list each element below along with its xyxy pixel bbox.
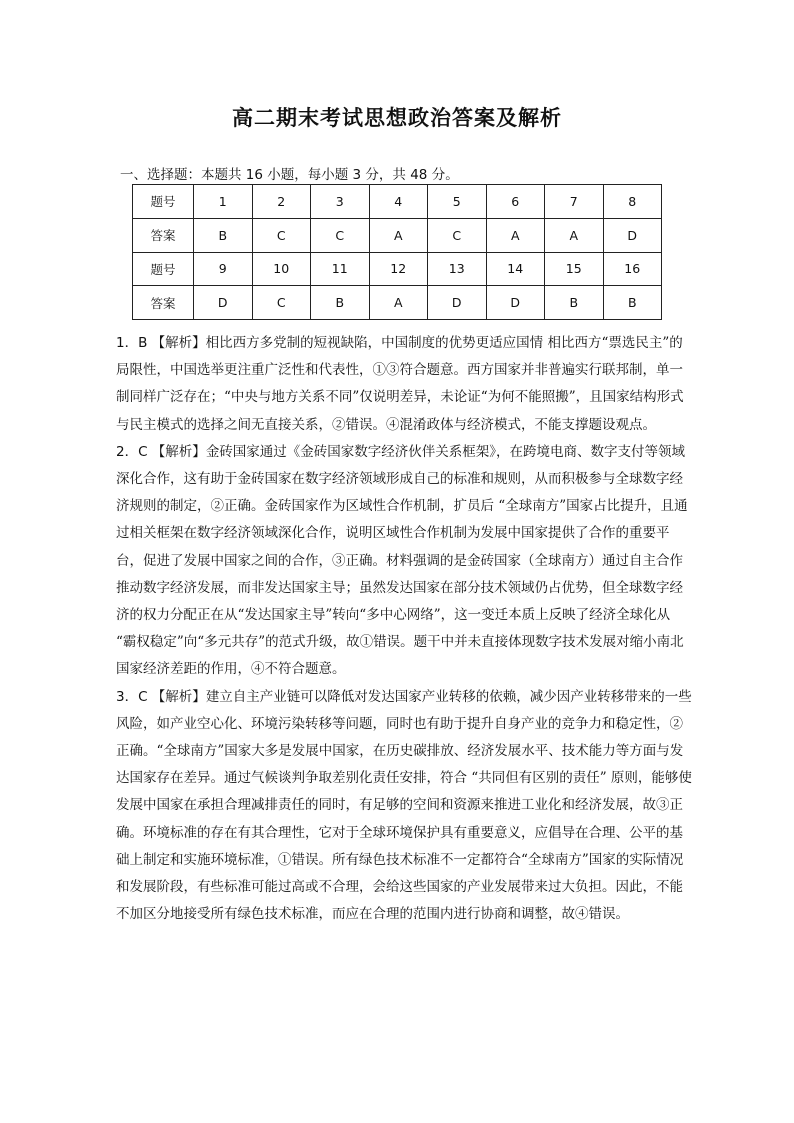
table-row bbox=[133, 218, 662, 252]
table-cell: A bbox=[369, 218, 428, 252]
table-cell: 16 bbox=[603, 252, 662, 286]
table-cell: A bbox=[369, 286, 428, 320]
table-cell: 5 bbox=[428, 185, 487, 219]
table-cell: 6 bbox=[486, 185, 545, 219]
section-heading: 一、选择题：本题共 16 小题，每小题 3 分，共 48 分。 bbox=[120, 167, 459, 183]
table-cell: D bbox=[428, 286, 487, 320]
table-cell: 12 bbox=[369, 252, 428, 286]
table-cell: 10 bbox=[252, 252, 311, 286]
table-cell: C bbox=[252, 286, 311, 320]
answer-table bbox=[132, 184, 662, 320]
table-cell: D bbox=[194, 286, 253, 320]
table-cell: B bbox=[603, 286, 662, 320]
table-row bbox=[133, 286, 662, 320]
page-title: 高二期末考试思想政治答案及解析 bbox=[232, 106, 562, 130]
table-row-label: 题号 bbox=[133, 252, 194, 286]
table-cell: A bbox=[545, 218, 604, 252]
table-cell: B bbox=[194, 218, 253, 252]
answer-head: 2．C 【解析】 bbox=[116, 443, 206, 460]
table-cell: C bbox=[311, 218, 370, 252]
answer-text: 建立自主产业链可以降低对发达国家产业转移的依赖，减少因产业转移带来的一些风险，如产业空心化、环境污染转移等问题，同时也有助于提升自身产业的竞争力和稳定性，②正确。“全球南方”国家大多是发展中国家，在历史碳排放、经济发展水平、技术能力等方面与发达国家存在差异。通过气候谈判争取差别化责任安排，符合 “共同但有区别的责任” 原则，能够使发展中国家在承担合理减排责任的同时，有足够的空间和资源来推进工业化和经济发展，故③正确。环境标准的存在有其合理性，它对于全球环境保护具有重要意义，应倡导在合理、公平的基础上制定和实施环境标准，①错误。所有绿色技术标准不一定都符合“全球南方”国家的实际情况和发展阶段，有些标准可能过高或不合理，会给这些国家的产业发展带来过大负担。因此，不能不加区分地接受所有绿色技术标准，而应在合理的范围内进行协商和调整，故④错误。 bbox=[116, 688, 692, 923]
answer-head: 1．B 【解析】 bbox=[116, 335, 206, 351]
table-row-label: 答案 bbox=[133, 218, 194, 252]
table-cell: B bbox=[545, 286, 604, 320]
table-cell: 4 bbox=[369, 185, 428, 219]
table-cell: 3 bbox=[311, 185, 370, 219]
table-cell: 9 bbox=[194, 252, 253, 286]
answer-explanations bbox=[116, 330, 694, 928]
table-cell: 2 bbox=[252, 185, 311, 219]
table-cell: 11 bbox=[311, 252, 370, 286]
table-cell: A bbox=[486, 218, 545, 252]
table-cell: D bbox=[603, 218, 662, 252]
table-cell: 1 bbox=[194, 185, 253, 219]
table-row bbox=[133, 185, 662, 219]
table-cell: 8 bbox=[603, 185, 662, 219]
table-cell: D bbox=[486, 286, 545, 320]
answer-head: 3．C 【解析】 bbox=[116, 688, 206, 705]
table-cell: C bbox=[252, 218, 311, 252]
table-row-label: 答案 bbox=[133, 286, 194, 320]
answer-text: 金砖国家通过《金砖国家数字经济伙伴关系框架》，在跨境电商、数字支付等领域深化合作，这有助于金砖国家在数字经济领域形成自己的标准和规则，从而积极参与全球数字经济规则的制定，②正确。金砖国家作为区域性合作机制，扩员后 “全球南方”国家占比提升，且通过相关框架在数字经济领域深化合作，说明区域性合作机制为发展中国家提供了合作的重要平台，促进了发展中国家之间的合作，③正确。材料强调的是金砖国家（全球南方）通过自主合作推动数字经济发展，而非发达国家主导；虽然发达国家在部分技术领域仍占优势，但全球数字经济的权力分配正在从“发达国家主导”转向“多中心网络”，这一变迁本质上反映了经济全球化从 “霸权稳定”向“多元共存”的范式升级，故①错误。题干中并未直接体现数字技术发展对缩小南北国家经济差距的作用，④不符合题意。 bbox=[116, 443, 688, 678]
table-cell: 13 bbox=[428, 252, 487, 286]
answer-text: 相比西方多党制的短视缺陷，中国制度的优势更适应国情 相比西方“票选民主”的局限性，中国选举更注重广泛性和代表性，①③符合题意。西方国家并非普遍实行联邦制，单一制同样广泛存在；“中央与地方关系不同”仅说明差异，未论证“为何不能照搬”，且国家结构形式与民主模式的选择之间无直接关系，②错误。④混淆政体与经济模式，不能支撑题设观点。 bbox=[116, 335, 684, 433]
table-cell: 15 bbox=[545, 252, 604, 286]
table-row bbox=[133, 252, 662, 286]
table-cell: C bbox=[428, 218, 487, 252]
table-cell: 7 bbox=[545, 185, 604, 219]
answer-item bbox=[116, 330, 694, 439]
answer-item bbox=[116, 439, 694, 684]
table-cell: B bbox=[311, 286, 370, 320]
answer-item bbox=[116, 684, 694, 929]
table-row-label: 题号 bbox=[133, 185, 194, 219]
table-cell: 14 bbox=[486, 252, 545, 286]
